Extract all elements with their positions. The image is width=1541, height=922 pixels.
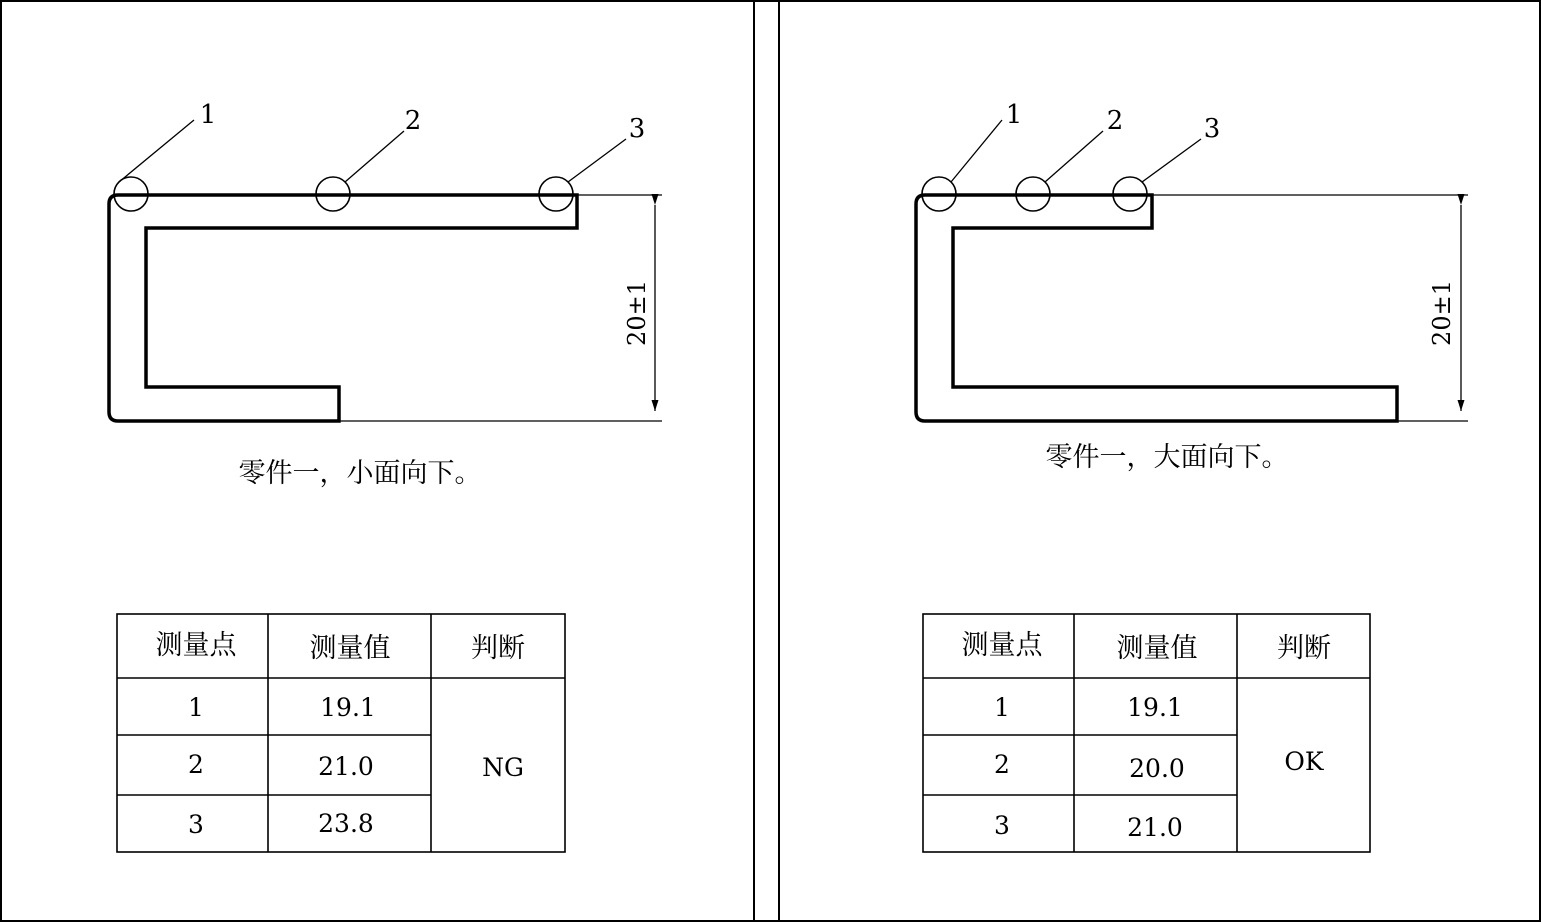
dimension-label: 20±1	[623, 280, 651, 346]
cell-value: 19.1	[1127, 693, 1183, 722]
judgment-result: OK	[1284, 747, 1324, 776]
part-caption: 零件一，大面向下。	[1045, 442, 1289, 473]
cell-point: 2	[994, 750, 1010, 779]
point-label-3: 3	[1203, 114, 1221, 144]
measurement-table	[923, 614, 1370, 852]
header-judgment: 判断	[1277, 633, 1331, 664]
cell-value: 20.0	[1129, 754, 1185, 783]
header-point: 测量点	[961, 630, 1043, 661]
point-label-1: 1	[1005, 100, 1023, 130]
right-panel	[916, 100, 1468, 852]
left-panel	[109, 100, 662, 852]
measurement-table	[117, 614, 565, 852]
page-frame	[1, 0, 1540, 922]
judgment-result: NG	[482, 753, 524, 782]
point-label-2: 2	[1106, 106, 1124, 136]
header-value: 测量值	[309, 633, 391, 664]
part-outline	[109, 195, 577, 421]
part-outline	[916, 195, 1397, 421]
header-judgment: 判断	[471, 633, 525, 664]
cell-value: 19.1	[320, 693, 376, 722]
part-caption: 零件一，小面向下。	[238, 458, 482, 489]
dimension-label: 20±1	[1428, 280, 1456, 346]
point-label-1: 1	[199, 100, 217, 130]
cell-point: 3	[188, 810, 204, 839]
cell-value: 23.8	[318, 809, 374, 838]
point-label-3: 3	[628, 114, 646, 144]
cell-point: 3	[994, 811, 1010, 840]
header-point: 测量点	[155, 630, 237, 661]
cell-point: 2	[188, 750, 204, 779]
cell-point: 1	[188, 693, 204, 722]
cell-point: 1	[994, 693, 1010, 722]
header-value: 测量值	[1116, 633, 1198, 664]
cell-value: 21.0	[1127, 813, 1183, 842]
cell-value: 21.0	[318, 752, 374, 781]
point-label-2: 2	[404, 106, 422, 136]
